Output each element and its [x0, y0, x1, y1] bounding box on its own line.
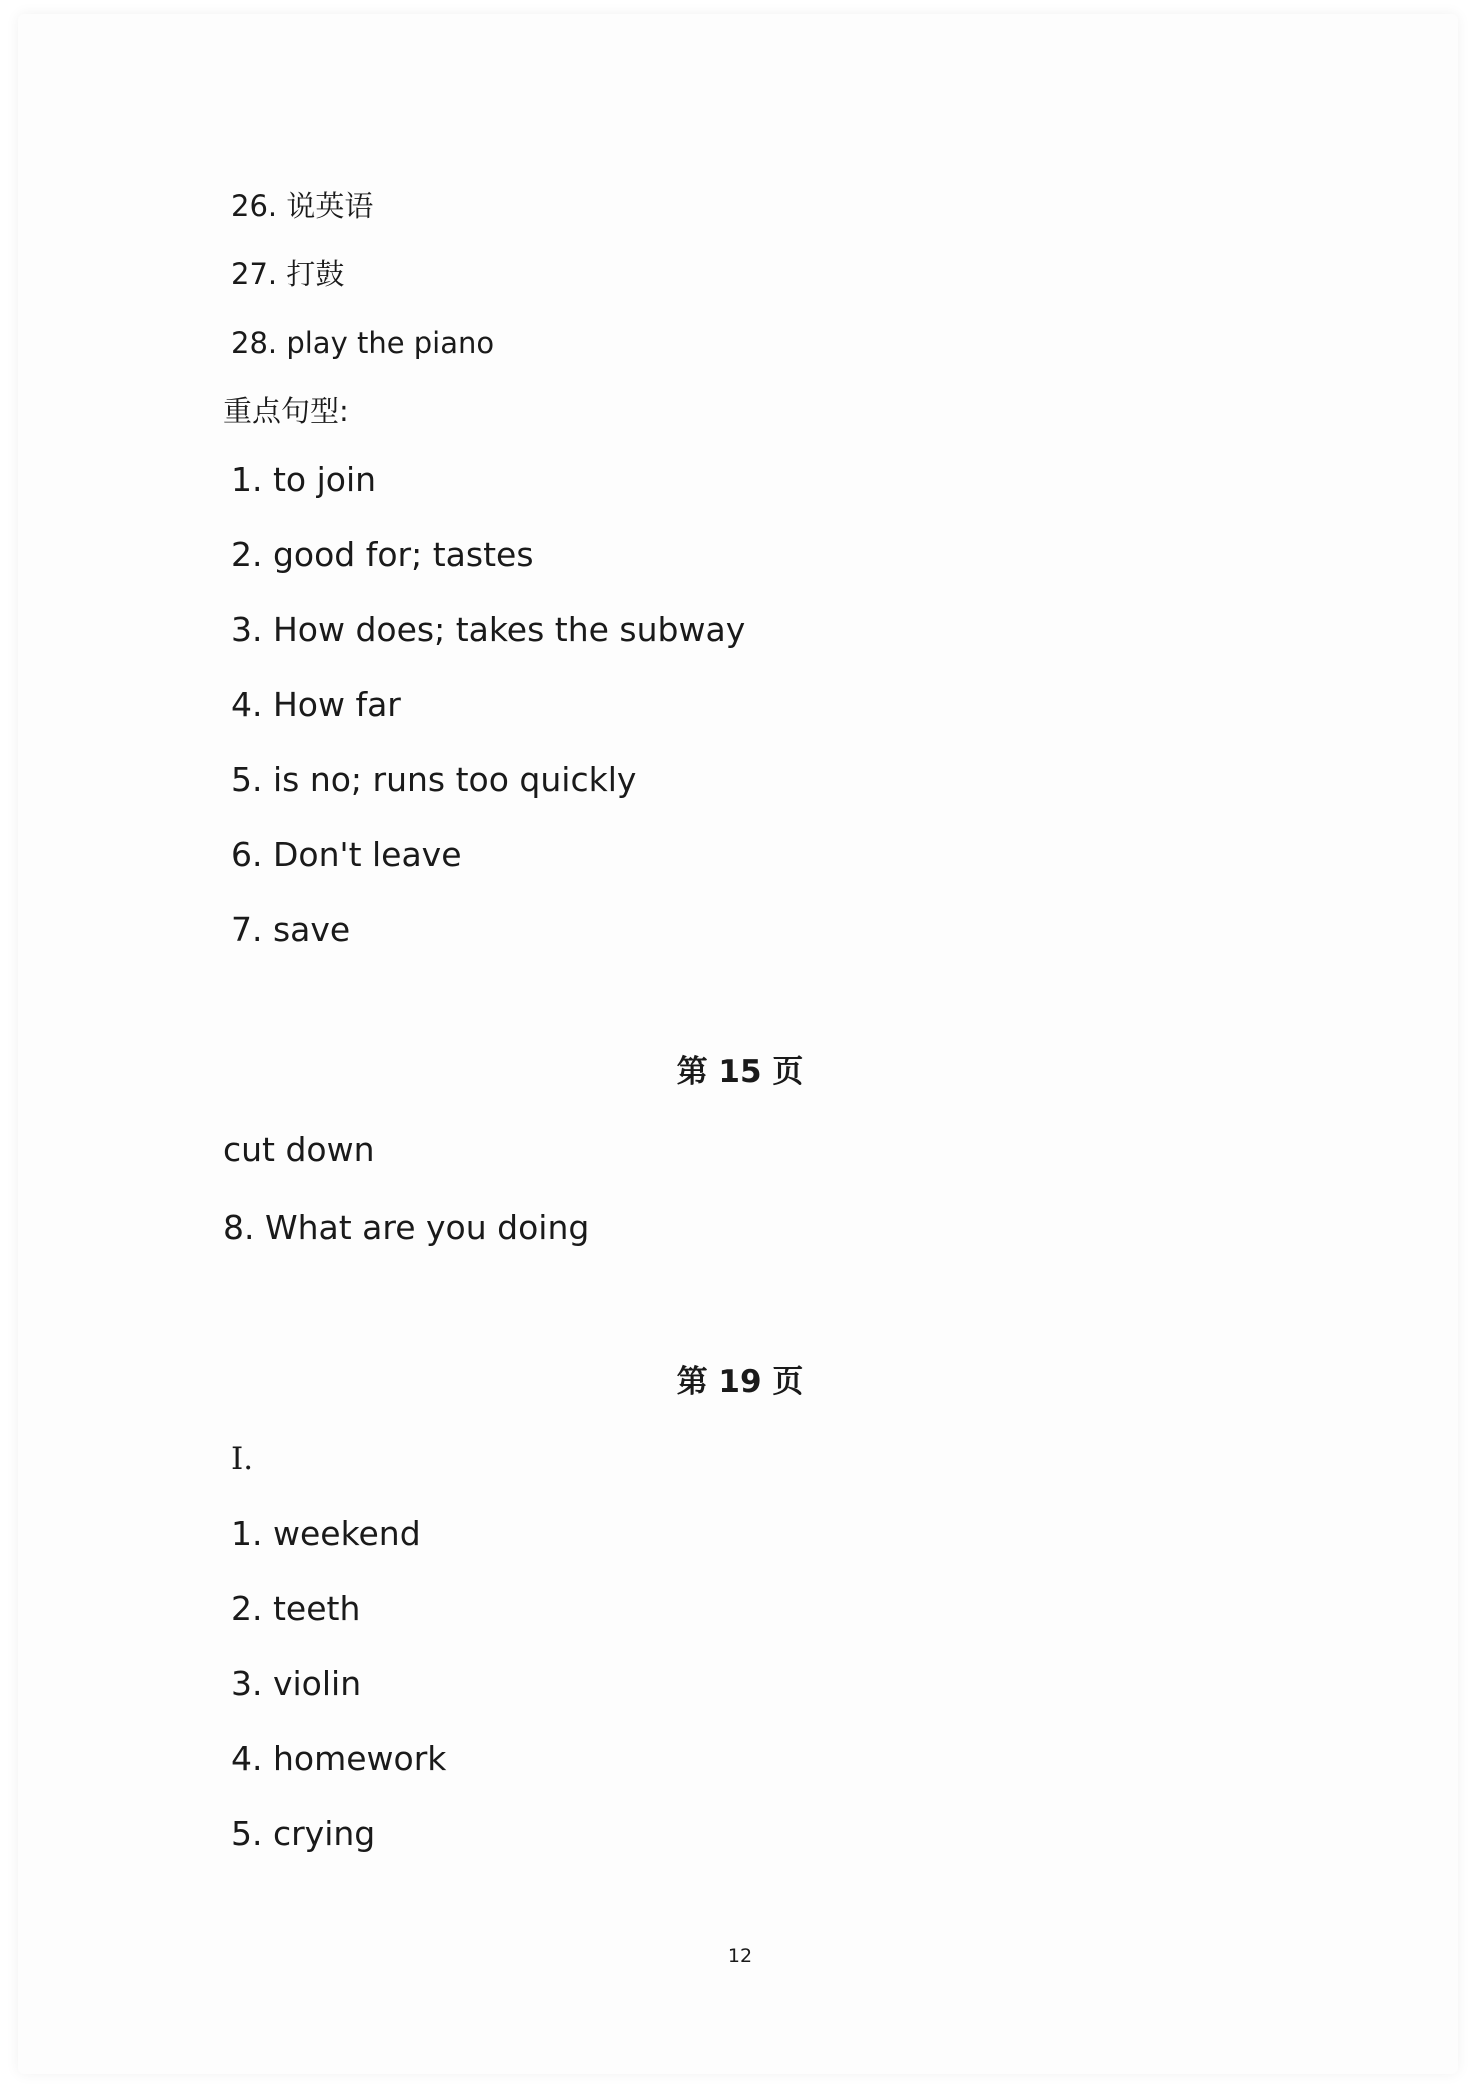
key-sentence-item: 1. to join — [231, 460, 377, 499]
vocab-text: 打鼓 — [286, 257, 345, 291]
key-sentence-item: 6. Don't leave — [231, 835, 462, 874]
vocab-number: 26. — [231, 189, 278, 223]
section-heading-page-19: 第 19 页 — [676, 1364, 804, 1400]
answer-line: 8. What are you doing — [223, 1208, 590, 1247]
vocab-number: 28. — [231, 326, 278, 360]
answer-item: 5. crying — [231, 1814, 376, 1853]
vocab-text: 说英语 — [286, 189, 374, 223]
vocab-text: play the piano — [286, 326, 495, 360]
answer-item: 4. homework — [231, 1739, 447, 1778]
vocab-item-27 — [231, 257, 345, 291]
answer-item: 3. violin — [231, 1664, 362, 1703]
vocab-number: 27. — [231, 257, 278, 291]
page-number: 12 — [727, 1945, 753, 1967]
key-sentence-item: 4. How far — [231, 685, 401, 724]
key-sentences-heading: 重点句型: — [223, 394, 349, 428]
vocab-item-26 — [231, 189, 374, 223]
key-sentence-item: 2. good for; tastes — [231, 535, 534, 574]
answer-item: 1. weekend — [231, 1514, 421, 1553]
answer-line: cut down — [223, 1130, 375, 1169]
section-heading-page-15: 第 15 页 — [676, 1054, 804, 1090]
part-label: Ⅰ. — [231, 1441, 254, 1477]
key-sentence-item: 7. save — [231, 910, 351, 949]
answer-item: 2. teeth — [231, 1589, 361, 1628]
key-sentence-item: 5. is no; runs too quickly — [231, 760, 637, 799]
vocab-item-28 — [231, 326, 495, 360]
key-sentence-item: 3. How does; takes the subway — [231, 610, 746, 649]
